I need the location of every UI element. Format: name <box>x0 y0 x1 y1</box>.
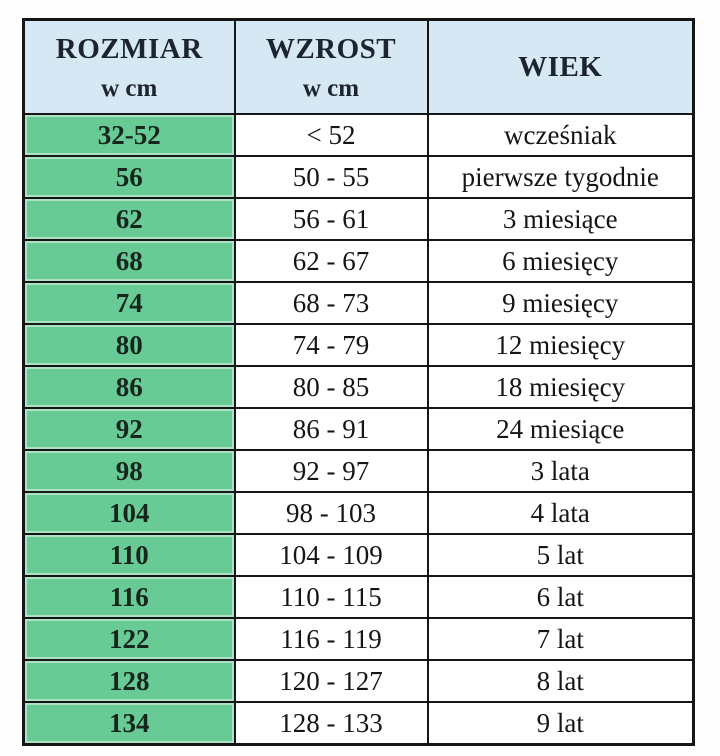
header-rozmiar <box>24 20 235 115</box>
table-row <box>24 576 694 618</box>
height-cell: 56 - 61 <box>235 198 428 240</box>
height-cell: 92 - 97 <box>235 450 428 492</box>
age-cell: 18 miesięcy <box>428 366 694 408</box>
age-cell: 6 miesięcy <box>428 240 694 282</box>
size-cell: 74 <box>24 282 235 324</box>
height-cell: 68 - 73 <box>235 282 428 324</box>
size-cell: 104 <box>24 492 235 534</box>
header-wiek <box>428 20 694 115</box>
size-cell: 122 <box>24 618 235 660</box>
age-cell: 3 miesiące <box>428 198 694 240</box>
height-cell: 104 - 109 <box>235 534 428 576</box>
table-header <box>24 20 694 115</box>
table-row <box>24 534 694 576</box>
table-row <box>24 156 694 198</box>
table-row <box>24 492 694 534</box>
table-row <box>24 618 694 660</box>
age-cell: 24 miesiące <box>428 408 694 450</box>
age-cell: 4 lata <box>428 492 694 534</box>
age-cell: 6 lat <box>428 576 694 618</box>
height-cell: 62 - 67 <box>235 240 428 282</box>
height-cell: 128 - 133 <box>235 702 428 745</box>
height-cell: 74 - 79 <box>235 324 428 366</box>
header-rozmiar-title: ROZMIAR <box>55 32 203 65</box>
size-cell: 98 <box>24 450 235 492</box>
height-cell: 80 - 85 <box>235 366 428 408</box>
height-cell: 98 - 103 <box>235 492 428 534</box>
size-cell: 86 <box>24 366 235 408</box>
height-cell: 120 - 127 <box>235 660 428 702</box>
size-cell: 68 <box>24 240 235 282</box>
age-cell: 7 lat <box>428 618 694 660</box>
table-row <box>24 450 694 492</box>
header-wzrost-subtitle: w cm <box>302 74 360 102</box>
height-cell: 116 - 119 <box>235 618 428 660</box>
header-rozmiar-subtitle: w cm <box>101 74 158 102</box>
age-cell: 5 lat <box>428 534 694 576</box>
table-row <box>24 366 694 408</box>
size-cell: 92 <box>24 408 235 450</box>
size-cell: 32-52 <box>24 114 235 156</box>
age-cell: wcześniak <box>428 114 694 156</box>
size-cell: 56 <box>24 156 235 198</box>
size-chart-table <box>22 18 695 746</box>
height-cell: 110 - 115 <box>235 576 428 618</box>
size-cell: 134 <box>24 702 235 745</box>
height-cell: < 52 <box>235 114 428 156</box>
header-wzrost-title: WZROST <box>265 32 397 65</box>
size-cell: 110 <box>24 534 235 576</box>
size-cell: 62 <box>24 198 235 240</box>
table-row <box>24 660 694 702</box>
table-row <box>24 702 694 745</box>
height-cell: 50 - 55 <box>235 156 428 198</box>
age-cell: 12 miesięcy <box>428 324 694 366</box>
table-row <box>24 408 694 450</box>
table-row <box>24 282 694 324</box>
age-cell: 9 miesięcy <box>428 282 694 324</box>
size-cell: 80 <box>24 324 235 366</box>
table-body <box>24 114 694 745</box>
header-wzrost <box>235 20 428 115</box>
age-cell: pierwsze tygodnie <box>428 156 694 198</box>
table-row <box>24 324 694 366</box>
table-row <box>24 114 694 156</box>
age-cell: 3 lata <box>428 450 694 492</box>
age-cell: 9 lat <box>428 702 694 745</box>
height-cell: 86 - 91 <box>235 408 428 450</box>
size-cell: 116 <box>24 576 235 618</box>
age-cell: 8 lat <box>428 660 694 702</box>
header-wiek-title: WIEK <box>518 51 603 83</box>
size-cell: 128 <box>24 660 235 702</box>
header-row <box>24 20 694 115</box>
table-row <box>24 198 694 240</box>
table-row <box>24 240 694 282</box>
